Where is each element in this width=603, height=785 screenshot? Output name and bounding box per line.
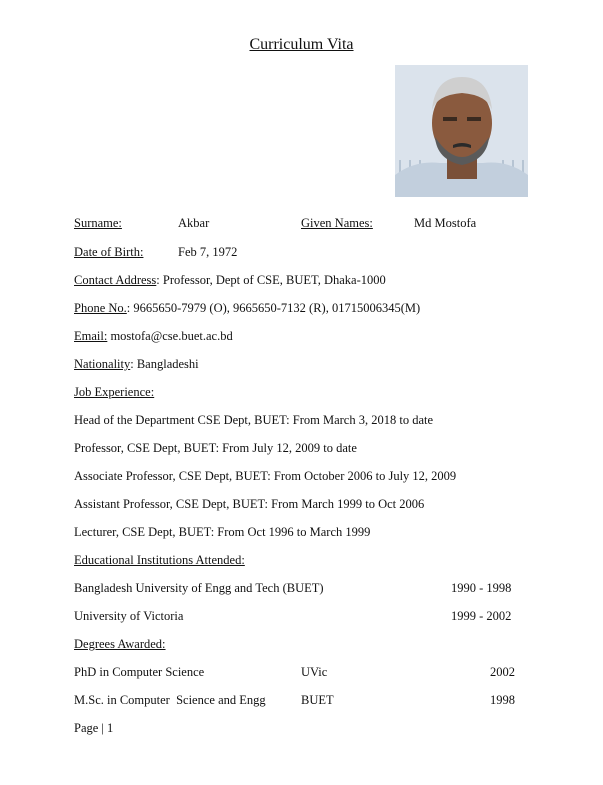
job-experience-heading: Job Experience:: [74, 385, 155, 399]
job-item: Lecturer, CSE Dept, BUET: From Oct 1996 to March 1999: [74, 525, 371, 539]
contact-address-label: Contact Address: [74, 273, 157, 287]
education-institution: University of Victoria: [74, 609, 184, 623]
contact-address-value: : Professor, Dept of CSE, BUET, Dhaka-1000: [156, 273, 386, 287]
page-title: Curriculum Vita: [249, 36, 354, 53]
degrees-heading: Degrees Awarded:: [74, 637, 166, 651]
job-item: Professor, CSE Dept, BUET: From July 12, 2009 to date: [74, 441, 357, 455]
degree-institution: BUET: [301, 693, 334, 707]
surname-label: Surname:: [74, 216, 122, 230]
phone-label: Phone No.: [74, 301, 127, 315]
job-item: Associate Professor, CSE Dept, BUET: From October 2006 to July 12, 2009: [74, 469, 457, 483]
job-item: Head of the Department CSE Dept, BUET: From March 3, 2018 to date: [74, 413, 434, 427]
email: [74, 329, 233, 344]
education-years: 1999 - 2002: [451, 609, 512, 623]
given-names-value: Md Mostofa: [414, 216, 477, 230]
email-value: mostofa@cse.buet.ac.bd: [107, 329, 233, 343]
contact-address: [74, 273, 386, 288]
surname-value: Akbar: [178, 216, 210, 230]
dob-value: Feb 7, 1972: [178, 245, 238, 259]
degree-year: 2002: [490, 665, 515, 679]
phone-value: : 9665650-7979 (O), 9665650-7132 (R), 01715006345(M): [126, 301, 421, 315]
email-label: Email:: [74, 329, 108, 343]
degree-name: PhD in Computer Science: [74, 665, 205, 679]
portrait-image: [395, 65, 528, 197]
degree-year: 1998: [490, 693, 515, 707]
given-names-label: Given Names:: [301, 216, 373, 230]
phone: [74, 301, 420, 316]
job-item: Assistant Professor, CSE Dept, BUET: From March 1999 to Oct 2006: [74, 497, 425, 511]
profile-photo: [395, 65, 528, 197]
education-years: 1990 - 1998: [451, 581, 512, 595]
nationality-value: : Bangladeshi: [130, 357, 199, 371]
education-institution: Bangladesh University of Engg and Tech (BUET): [74, 581, 324, 595]
nationality-label: Nationality: [74, 357, 131, 371]
page-number: Page | 1: [74, 721, 114, 735]
education-heading: Educational Institutions Attended:: [74, 553, 245, 567]
nationality: [74, 357, 199, 372]
degree-name: M.Sc. in Computer Science and Engg: [74, 693, 266, 707]
degree-institution: UVic: [301, 665, 328, 679]
dob-label: Date of Birth:: [74, 245, 144, 259]
